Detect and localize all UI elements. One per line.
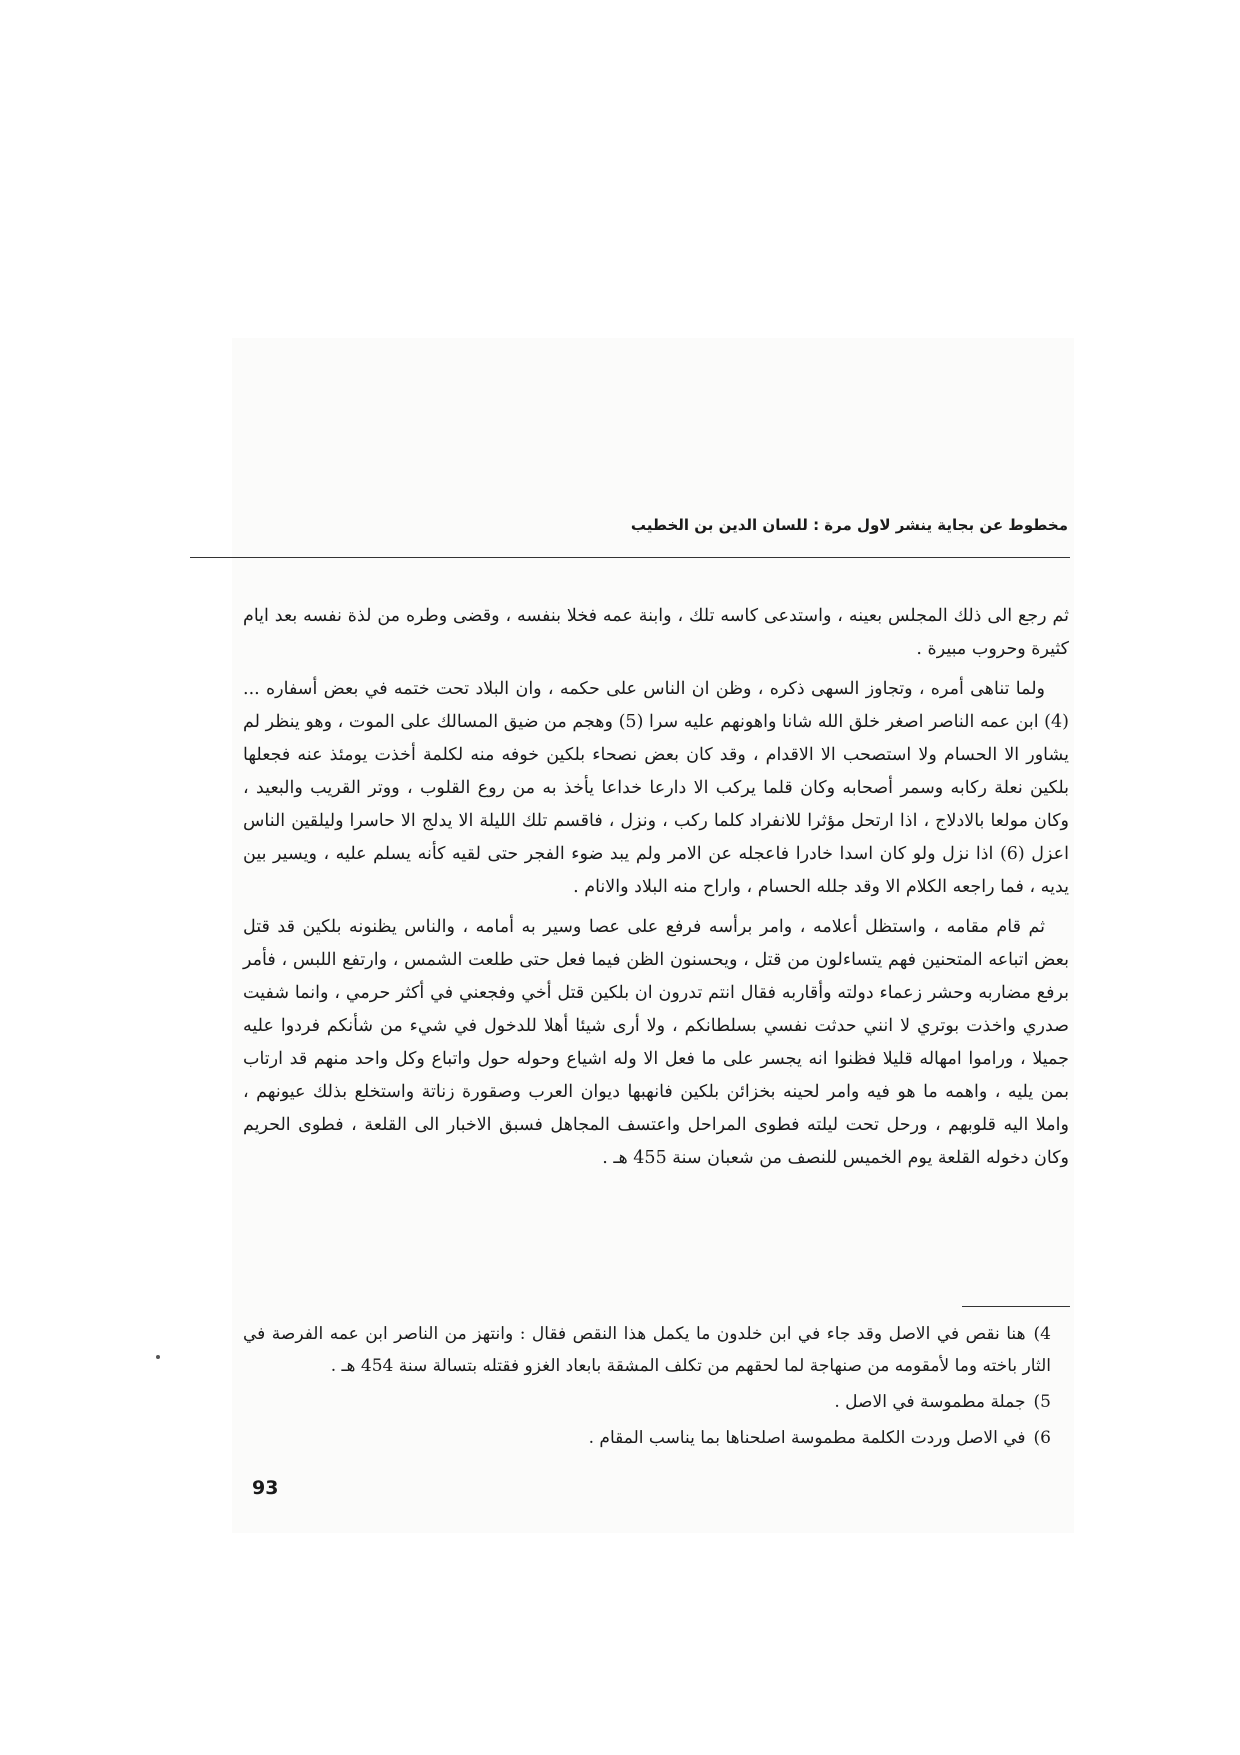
- footnote-text: جملة مطموسة في الاصل .: [834, 1392, 1026, 1412]
- footnote-rule: [962, 1306, 1070, 1307]
- header-rule: [190, 557, 1070, 558]
- footnote-item: [243, 1386, 1069, 1418]
- footnote-text: في الاصل وردت الكلمة مطموسة اصلحناها بما يناسب المقام .: [588, 1428, 1026, 1448]
- footnote-number: 6): [1033, 1428, 1051, 1448]
- footnote-text: هنا نقص في الاصل وقد جاء في ابن خلدون ما يكمل هذا النقص فقال : وانتهز من الناصر ابن عمه الفرصة في الثار باخته وما لأمقومه من صنهاجة لما لحقهم من تكلف المشقة بابعاد الغزو فقتله بتسالة سنة 454 هـ .: [243, 1324, 1051, 1376]
- paragraph: ولما تناهى أمره ، وتجاوز السهى ذكره ، وظن ان الناس على حكمه ، وان البلاد تحت ختمه في بعض أسفاره ... (4) ابن عمه الناصر اصغر خلق الله شانا واهونهم عليه سرا (5) وهجم من ضيق المسالك على الموت ، وهو ينظر لم يشاور الا الحسام ولا استصحب الا الاقدام ، وقد كان بعض نصحاء بلكين خوفه منه لكلمة أخذت يومئذ عنه فجعلها بلكين نعلة ركابه وسمر أصحابه وكان قلما يركب الا دارعا خداعا يأخذ به من روع القلوب ، ووتر القريب والبعيد ، وكان مولعا بالادلاج ، اذا ارتحل مؤثرا للانفراد كلما ركب ، ونزل ، فاقسم تلك الليلة الا يدلج الا حاسرا وليلقين الناس اعزل (6) اذا نزل ولو كان اسدا خادرا فاعجله عن الامر ولم يبد ضوء الفجر حتى لقيه كأنه يسلم عليه ، ويسير بين يديه ، فما راجعه الكلام الا وقد جلله الحسام ، واراح منه البلاد والانام .: [243, 679, 1069, 897]
- running-header: مخطوط عن بجاية ينشر لاول مرة : للسان الدين بن الخطيب: [630, 516, 1068, 534]
- footnote-item: [243, 1422, 1069, 1454]
- footnote-item: [243, 1318, 1069, 1382]
- paragraph: ثم قام مقامه ، واستظل أعلامه ، وامر برأسه فرفع على عصا وسير به أمامه ، والناس يظنونه بلكين قد قتل بعض اتباعه المتحنين فهم يتساءلون من قتل ، ويحسنون الظن فيما فعل حتى طلعت الشمس ، وارتفع اللبس ، فأمر برفع مضاربه وحشر زعماء دولته وأقاربه فقال انتم تدرون ان بلكين قتل أخي وفجعني في أكثر حرمي ، وانما شفيت صدري واخذت بوتري لا انني حدثت نفسي بسلطانكم ، ولا أرى شيئا أهلا للدخول في شيء من شأنكم فردوا عليه جميلا ، وراموا امهاله قليلا فظنوا انه يجسر على ما فعل الا وله اشياع وحوله حول واتباع وكل واحد منهم قد ارتاب بمن يليه ، واهمه ما هو فيه وامر لحينه بخزائن بلكين فانهبها ديوان العرب وصقورة زناتة واستخلع بذلك عيونهم ، واملا اليه قلوبهم ، ورحل تحت ليلته فطوى المراحل واعتسف المجاهل فسبق الاخبار الى القلعة ، فطوى الحريم وكان دخوله القلعة يوم الخميس للنصف من شعبان سنة 455 هـ .: [243, 917, 1069, 1168]
- footnote-number: 5): [1033, 1392, 1051, 1412]
- body-text: [243, 600, 1069, 1182]
- paragraph: ثم رجع الى ذلك المجلس بعينه ، واستدعى كاسه تلك ، وابنة عمه فخلا بنفسه ، وقضى وطره من لذة نفسه بعد ايام كثيرة وحروب مبيرة .: [243, 606, 1069, 659]
- footnotes: [243, 1318, 1069, 1458]
- page-number: 93: [252, 1477, 279, 1499]
- footnote-number: 4): [1033, 1324, 1051, 1344]
- margin-mark: [156, 1355, 160, 1359]
